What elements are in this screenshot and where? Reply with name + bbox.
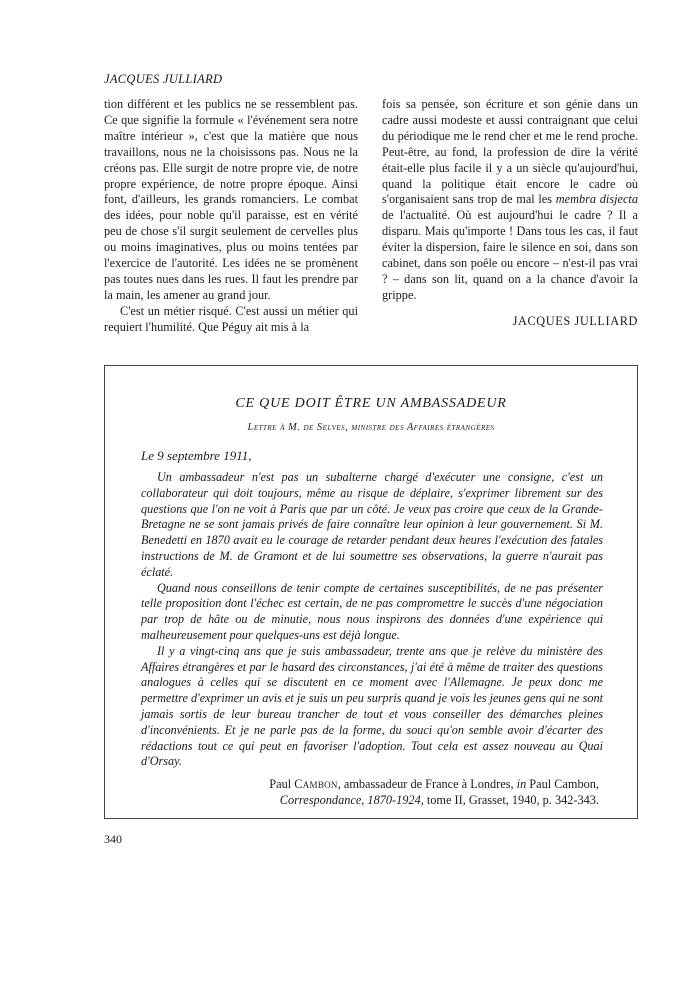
left-column — [104, 97, 358, 336]
left-paragraph-2: C'est un métier risqué. C'est aussi un métier qui requiert l'humilité. Que Péguy ait mis à la — [104, 303, 358, 334]
letter-date: Le 9 septembre 1911, — [141, 448, 252, 463]
letter-body — [141, 470, 603, 770]
letter-paragraph-3: Il y a vingt-cinq ans que je suis ambassadeur, trente ans que je relève du ministère des Affaires étrangères et par le hasard des circonstances, j'ai été à même de traiter des questions analogues à celles qui se discutent en ce moment avec l'Allemagne. Je peux donc me permettre d'exprimer un avis et je suis un peu surpris quand je vois les jeunes gens qui ne sont jamais sortis de leur bureau trancher de tout et vous conseiller des démarches pleines d'inconvénients. Et je ne parle pas de la forme, du souci qu'on semble avoir d'écarter des rédactions tout ce qui peut en favoriser l'adoption. Tout cela est assez nouveau au Quai d'Orsay. — [141, 643, 603, 769]
right-paragraph-1-end: de l'actualité. Où est aujourd'hui le cadre ? Il a disparu. Mais qu'importe ! Dans tous les cas, il faut éviter la dispersion, faire le silence en soi, dans son cabinet, dans son poêle ou encore – n'est-il pas vrai ? – dans son lit, quand on a la chance d'avoir la grippe. — [382, 208, 638, 302]
source-in: in — [516, 777, 527, 791]
source-line2-rest: tome II, Grasset, 1940, p. 342-343. — [423, 793, 599, 807]
letter-paragraph-2: Quand nous conseillons de tenir compte de certaines susceptibilités, de ne pas présenter telle proposition dont l'échec est certain, de ne pas compromettre le succès d'une négociation par trop de hâte ou de minutie, nous nous inspirons des données d'une expérience qui malheureusement pour quelques-uns est déjà longue. — [141, 580, 603, 642]
page-number: 340 — [104, 832, 122, 846]
source-line1-end: Paul Cambon, — [526, 777, 599, 791]
source-line1-rest: , ambassadeur de France à Londres, — [337, 777, 517, 791]
right-paragraph-1 — [382, 97, 638, 304]
box-title: CE QUE DOIT ÊTRE UN AMBASSADEUR — [235, 396, 507, 411]
left-paragraph-1: tion différent et les publics ne se ressemblent pas. Ce que signifie la formule « l'événement sera notre maître intérieur », c'est que la matière que nous travaillons, nous ne la choisissons pas. Nous ne la créons pas. Elle surgit de notre propre vie, de notre propre expérience, de notre propre époque. Ainsi font, d'ailleurs, les grands romanciers. Le combat des idées, pour noble qu'il paraisse, est en vérité peu de chose s'il surgit seulement de cervelles plus ou moins imaginatives, plus ou moins tentées par l'exercice de l'autorité. Les idées ne se promènent pas toutes nues dans les rues. Il faut les prendre par la main, les amener au grand jour. — [104, 97, 358, 302]
letter-paragraph-1: Un ambassadeur n'est pas un subalterne chargé d'exécuter une consigne, c'est un collaborateur qui doit toujours, même au risque de déplaire, s'exprimer librement sur des questions que l'on ne voit à Paris que par un côté. Je veux pas croire que ceux de la Grande-Bretagne ne se sont jamais privés de faire connaître leur opinion à leur gouvernement. Si M. Benedetti en 1870 avait eu le courage de retarder pendant deux heures l'exécution des fatales instructions de M. de Gramont et de lui soumettre ses observations, la guerre n'aurait pas éclaté. — [141, 470, 603, 579]
article-signature: JACQUES JULLIARD — [512, 313, 638, 328]
source-work: Correspondance, 1870-1924, — [279, 793, 424, 807]
box-subtitle: Lettre à M. de Selves, ministre des Affaires étrangères — [247, 422, 495, 433]
source-author-last: Cambon — [294, 777, 338, 791]
quoted-letter-box — [104, 365, 638, 819]
letter-source — [179, 776, 599, 808]
latin-phrase: membra disjecta — [555, 192, 638, 207]
running-head: JACQUES JULLIARD — [104, 72, 223, 86]
right-paragraph-1-start: fois sa pensée, son écriture et son génie dans un cadre aussi modeste et aussi contraignant que celui du périodique me le rend cher et me le rend proche. Peut-être, au fond, la profession de dire la vérité était-elle plus facile il y a un siècle qu'aujourd'hui, quand la politique était encore le cadre où s'organisaient sans trop de mal les — [382, 97, 638, 207]
right-column — [382, 97, 638, 330]
source-author-first: Paul — [269, 777, 295, 791]
